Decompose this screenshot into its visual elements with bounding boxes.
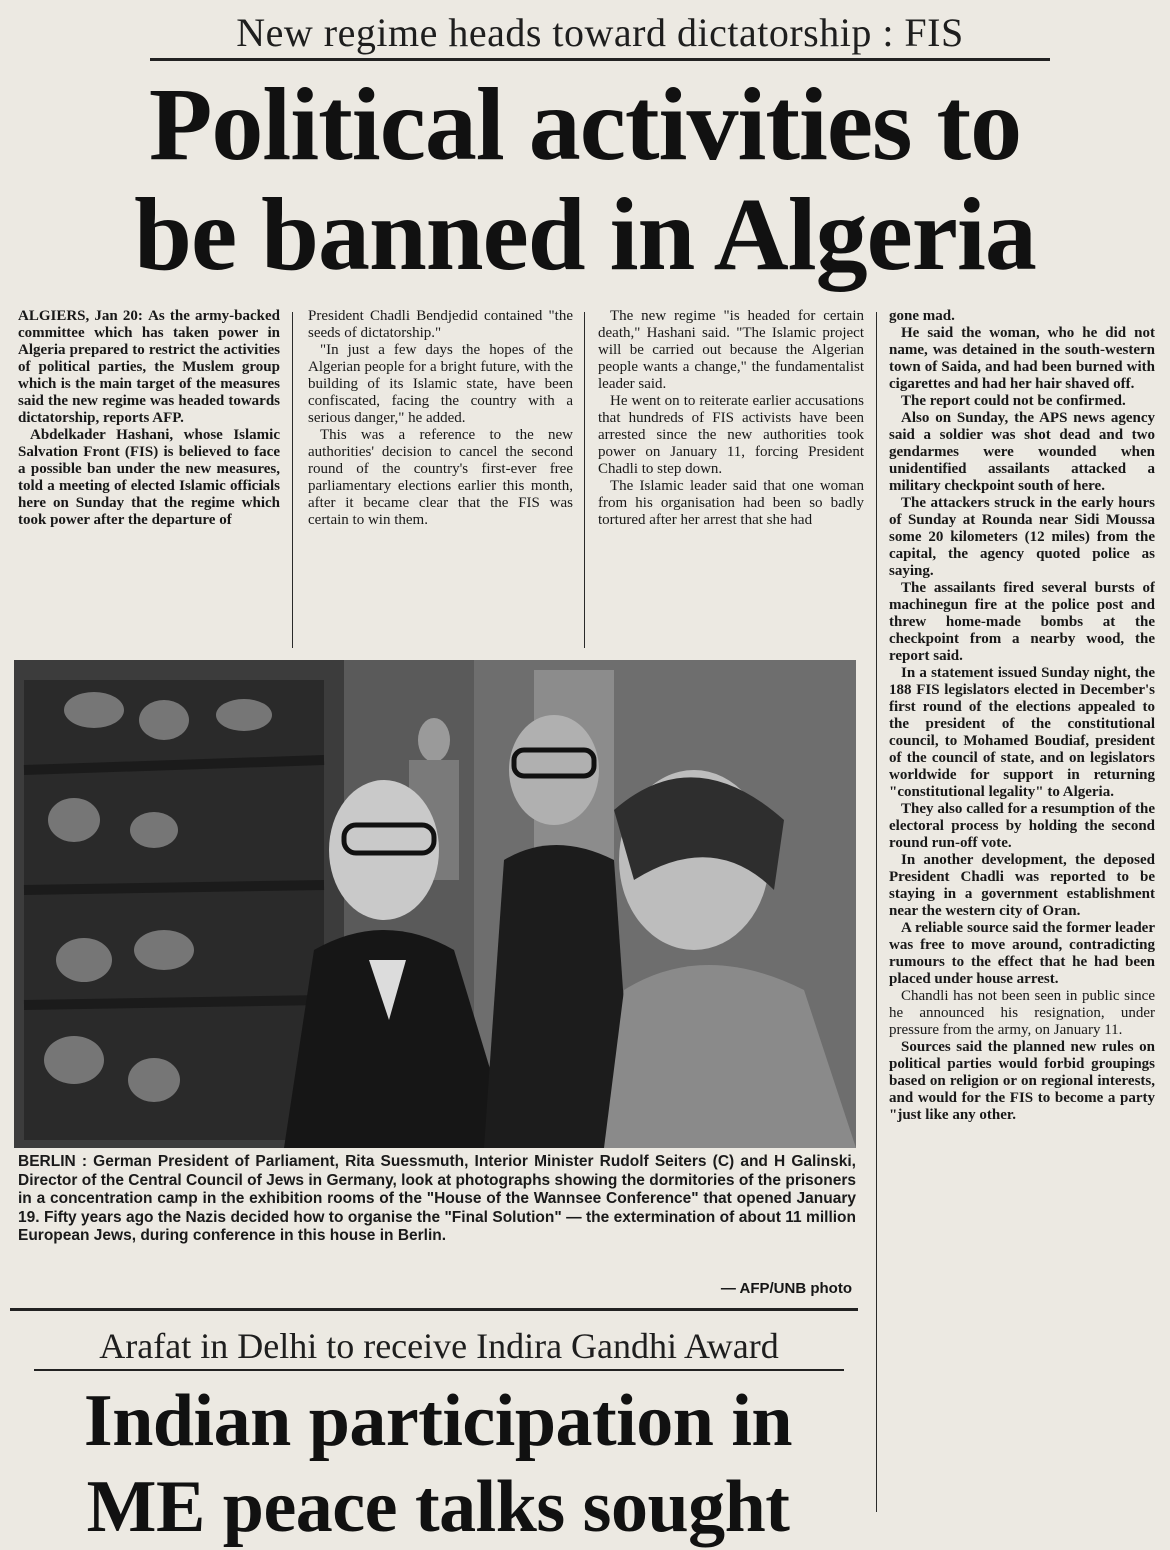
column-rule xyxy=(584,312,585,648)
paragraph: This was a reference to the new authorities' decision to cancel the second round of the country's first-ever free parliamentary elections earlier this month, after it became clear that the FIS was certain to win them. xyxy=(308,427,573,528)
paragraph: President Chadli Bendjedid contained "the seeds of dictatorship." xyxy=(308,308,573,341)
column-rule xyxy=(876,312,877,1512)
paragraph: As the army-backed committee which has taken power in Algeria prepared to restrict the activities of political parties, the Muslem group which is the main target of the measures said the new regime was headed towards dictatorship, reports AFP. xyxy=(18,308,280,426)
second-story-kicker: Arafat in Delhi to receive Indira Gandhi Award xyxy=(99,1326,779,1366)
paragraph: gone mad. xyxy=(889,308,955,324)
paragraph: He said the woman, who he did not name, was detained in the south-western town of Saida, and had been burned with cigarettes and had her hair shaved off. xyxy=(889,325,1155,392)
paragraph: Abdelkader Hashani, whose Islamic Salvation Front (FIS) is believed to face a possible ban under the new measures, told a meeting of elected Islamic officials here on Sunday that the regime which took power after the departure of xyxy=(18,427,280,528)
paragraph: Also on Sunday, the APS news agency said a soldier was shot dead and two gendarmes were wounded when unidentified assailants attacked a military checkpoint south of here. xyxy=(889,410,1155,494)
news-photo xyxy=(14,660,856,1148)
article-column-2 xyxy=(308,308,573,648)
paragraph: He went on to reiterate earlier accusations that hundreds of FIS activists have been arrested since the new authorities took power on January 11, forcing President Chadli to step down. xyxy=(598,393,864,477)
paragraph: A reliable source said the former leader was free to move around, contradicting rumours to the effect that he had been placed under house arrest. xyxy=(889,920,1155,987)
paragraph: The Islamic leader said that one woman from his organisation had been so badly tortured after her arrest that she had xyxy=(598,478,864,528)
photo-illustration xyxy=(14,660,856,1148)
headline-line-1: Political activities to xyxy=(148,67,1022,182)
paragraph: "In just a few days the hopes of the Algerian people for a bright future, with the building of its Islamic state, have been confiscated, facing the country with a serious danger," he added. xyxy=(308,342,573,426)
paragraph: They also called for a resumption of the electoral process by holding the second round run-off vote. xyxy=(889,801,1155,851)
paragraph: The attackers struck in the early hours of Sunday at Rounda near Sidi Moussa some 20 kilometers (12 miles) from the capital, the agency quoted police as saying. xyxy=(889,495,1155,579)
paragraph: In a statement issued Sunday night, the 188 FIS legislators elected in December's first round of the elections appealed to the president of the constitutional council, to Mohamed Boudiaf, president of the council of state, and on legislators worldwide for support in returning "constitutional legality" to Algeria. xyxy=(889,665,1155,800)
column-rule xyxy=(292,312,293,648)
top-story-headline xyxy=(20,67,1150,292)
article-column-3 xyxy=(598,308,864,648)
paragraph: Sources said the planned new rules on political parties would forbid groupings based on religion or on regional interests, and would for the FIS to become a party "just like any other. xyxy=(889,1039,1155,1123)
paragraph: The assailants fired several bursts of machinegun fire at the police post and threw home-made bombs at the checkpoint from a nearby wood, the report said. xyxy=(889,580,1155,664)
headline-line-2: be banned in Algeria xyxy=(134,177,1036,292)
section-divider xyxy=(10,1308,858,1311)
photo-caption: BERLIN : German President of Parliament, Rita Suessmuth, Interior Minister Rudolf Seiters (C) and H Galinski, Director of the Central Council of Jews in Germany, look at photographs showing the dormitories of the prisoners in a concentration camp in the exhibition rooms of the "House of the Wannsee Conference" that opened January 19. Fifty years ago the Nazis decided how to organise the "Final Solution" — the extermination of about 11 million European Jews, during conference in this house in Berlin. xyxy=(18,1153,856,1244)
kicker-underline xyxy=(34,1369,844,1371)
paragraph: The report could not be confirmed. xyxy=(901,393,1126,409)
second-story-headline: Indian participation in ME peace talks sought xyxy=(83,1380,793,1548)
paragraph: The new regime "is headed for certain death," Hashani said. "The Islamic project will be carried out because the Algerian people wants a change," the fundamentalist leader said. xyxy=(598,308,864,392)
top-story-kicker: New regime heads toward dictatorship : FIS xyxy=(150,8,1050,61)
article-column-1 xyxy=(18,308,280,648)
paragraph: Chandli has not been seen in public since he announced his resignation, under pressure from the army, on January 11. xyxy=(889,988,1155,1038)
photo-credit: — AFP/UNB photo xyxy=(720,1280,852,1297)
article-column-4 xyxy=(889,308,1155,1520)
paragraph: In another development, the deposed President Chadli was reported to be staying in a government establishment near the western city of Oran. xyxy=(889,852,1155,919)
dateline: ALGIERS, Jan 20: xyxy=(18,308,143,324)
